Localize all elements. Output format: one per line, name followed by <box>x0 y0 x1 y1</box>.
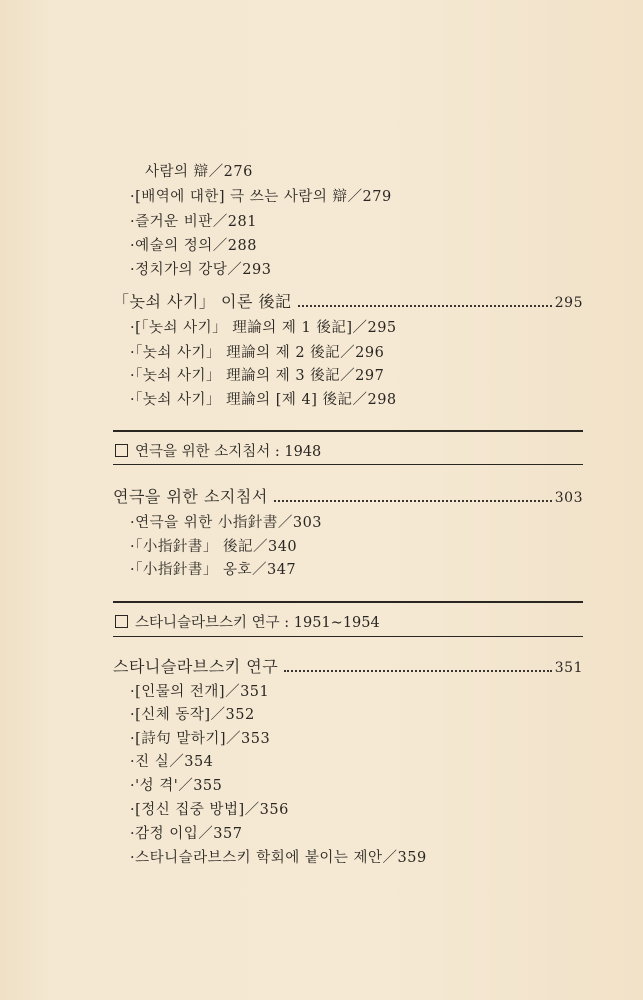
toc-entry: ·「놋쇠 사기」 理論의 제 3 後記／297 <box>130 368 385 384</box>
toc-entry: ·스타니슬라브스키 학회에 붙이는 제안／359 <box>130 850 427 866</box>
toc-entry: ·진 실／354 <box>130 754 214 770</box>
toc-entry: ·「놋쇠 사기」 理論의 [제 4] 後記／298 <box>130 392 397 408</box>
chapter-title: 연극을 위한 소지침서 <box>113 487 268 506</box>
toc-entry: ·예술의 정의／288 <box>130 238 257 254</box>
toc-entry: ·[신체 동작]／352 <box>130 707 255 723</box>
toc-entry: ·[정신 집중 방법]／356 <box>130 802 289 818</box>
section-rule-top <box>113 430 583 432</box>
chapter-page: 295 <box>554 295 583 311</box>
chapter-title: 「놋쇠 사기」 이론 後記 <box>113 292 292 311</box>
toc-entry: ·'성 격'／355 <box>130 778 223 794</box>
leader-dots <box>284 669 552 672</box>
section-title: 스타니슬라브스키 연구 : 1951∼1954 <box>135 615 380 631</box>
toc-entry: ·연극을 위한 小指針書／303 <box>130 515 323 531</box>
toc-entry: ·즐거운 비판／281 <box>130 214 257 230</box>
section-heading <box>115 611 380 632</box>
chapter-title: 스타니슬라브스키 연구 <box>113 657 279 676</box>
leader-dots <box>274 499 552 502</box>
section-title: 연극을 위한 소지침서 : 1948 <box>135 444 322 460</box>
section-rule-bottom <box>113 464 583 465</box>
toc-entry: ·「小指針書」 後記／340 <box>130 539 298 555</box>
toc-entry: ·[詩句 말하기]／353 <box>130 731 271 747</box>
chapter-page: 303 <box>554 490 583 506</box>
chapter-page: 351 <box>554 660 583 676</box>
section-heading <box>115 440 321 461</box>
section-rule-bottom <box>113 636 583 637</box>
toc-entry: ·[배역에 대한] 극 쓰는 사람의 辯／279 <box>130 189 392 205</box>
toc-entry: ·감정 이입／357 <box>130 826 243 842</box>
toc-entry: ·「놋쇠 사기」 理論의 제 2 後記／296 <box>130 345 385 361</box>
chapter-heading <box>113 484 583 507</box>
leader-dots <box>298 304 552 307</box>
toc-entry: ·[인물의 전개]／351 <box>130 684 270 700</box>
checkbox-square-icon <box>115 444 128 457</box>
checkbox-square-icon <box>115 615 128 628</box>
section-rule-top <box>113 601 583 603</box>
toc-entry: 사람의 辯／276 <box>145 164 253 180</box>
toc-entry: ·「小指針書」 옹호／347 <box>130 562 297 578</box>
chapter-heading <box>113 654 583 677</box>
chapter-heading <box>113 289 583 312</box>
toc-entry: ·[「놋쇠 사기」 理論의 제 1 後記]／295 <box>130 320 397 336</box>
toc-entry: ·정치가의 강당／293 <box>130 262 272 278</box>
